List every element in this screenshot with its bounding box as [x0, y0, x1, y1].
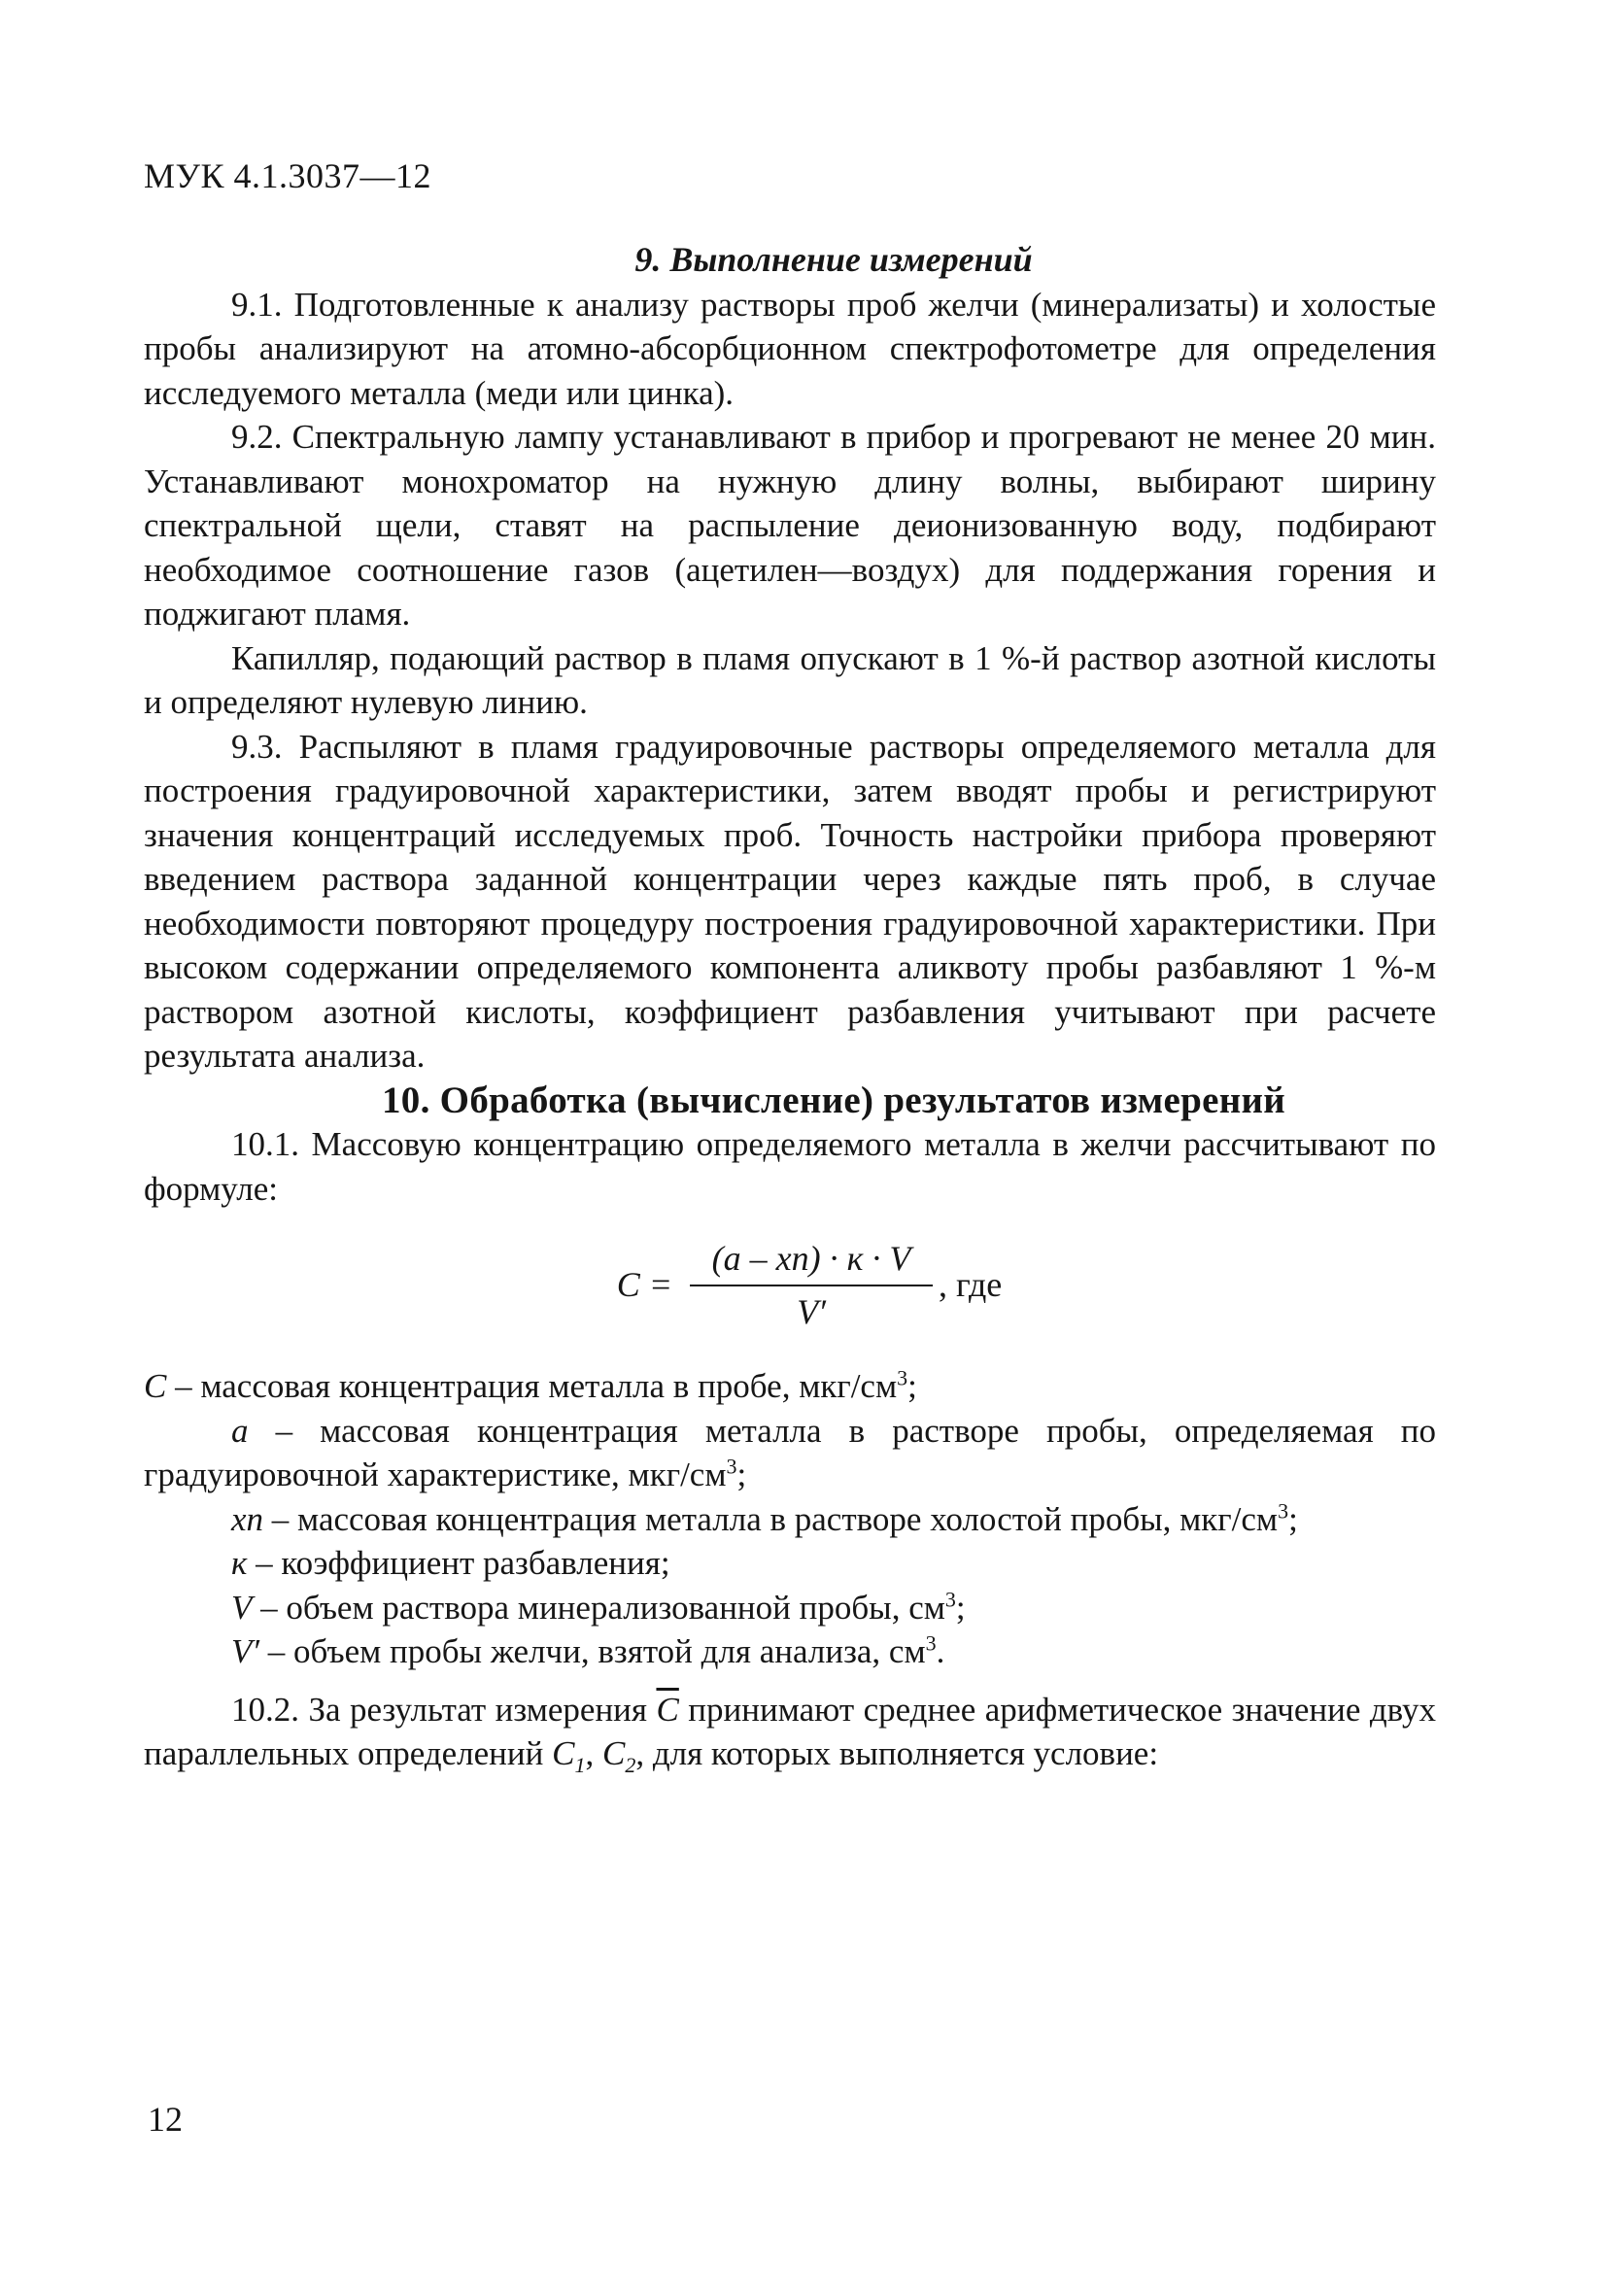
definition-item: к – коэффициент разбавления; — [231, 1544, 670, 1582]
formula-denominator: V′ — [797, 1292, 826, 1331]
definition-item: C – массовая концентрация металла в пробе, мкг/$см^3$; — [144, 1365, 917, 1405]
mean-result-symbol: $\overline{C}$ — [656, 1690, 679, 1729]
paragraph-9-2: 9.2. Спектральную лампу устанавливают в прибор и прогревают не менее 20 мин. Устанавливают монохроматор на нужную длину волны, выбирают ширину спектральной щели, ставят на распыление деионизованную воду, подбирают необходимое соотношение газов (ацетилен—воздух) для поддержания горения и поджигают пламя. — [144, 418, 1436, 633]
definition-item: a – массовая концентрация металла в растворе пробы, определяемая по градуировочной характеристике, мкг/$см^3$; — [144, 1411, 1436, 1493]
page-content — [144, 238, 1436, 1776]
definition-item: V – объем раствора минерализованной пробы, $см^3$; — [231, 1586, 966, 1627]
definitions-list — [144, 1364, 1436, 1674]
formula-suffix: , где — [939, 1265, 1003, 1305]
definition-item: xn – массовая концентрация металла в растворе холостой пробы, мкг/$см^3$; — [231, 1497, 1298, 1538]
concentration-formula — [144, 1232, 1436, 1339]
definition-item: V′ – объем пробы желчи, взятой для анализа, $см^3$. — [231, 1630, 945, 1670]
paragraph-9-3: 9.3. Распыляют в пламя градуировочные растворы определяемого металла для построения градуировочной характеристики, затем вводят пробы и регистрируют значения концентраций исследуемых проб. Точность настройки прибора проверяют введением раствора заданной концентрации через каждые пять проб, в случае необходимости повторяют процедуру построения градуировочной характеристики. При высоком содержании определяемого компонента аликвоту пробы разбавляют 1 %-м раствором азотной кислоты, коэффициент разбавления учитывают при расчете результата анализа. — [144, 727, 1436, 1075]
formula-lhs: C = — [616, 1265, 673, 1305]
paragraph-9-1: 9.1. Подготовленные к анализу растворы проб желчи (минерализаты) и холостые пробы анализируют на атомно-абсорбционном спектрофотометре для определения исследуемого металла (меди или цинка). — [144, 285, 1436, 412]
formula-fraction — [690, 1237, 933, 1335]
document-code-header: МУК 4.1.3037—12 — [144, 156, 432, 195]
formula-numerator: (a – xn) · к · V — [711, 1238, 911, 1278]
paragraph-10-2: 10.2. За результат измерения $\overline{C}$ принимают среднее арифметическое значение двух параллельных определений $C_1$, $C_2$, для которых выполняется условие: — [144, 1690, 1436, 1777]
page-number: 12 — [148, 2100, 183, 2139]
section-10-title: 10. Обработка (вычисление) результатов измерений — [381, 1079, 1286, 1121]
paragraph-capillary: Капилляр, подающий раствор в пламя опускают в 1 %-й раствор азотной кислоты и определяют нулевую линию. — [144, 638, 1436, 721]
section-9-title: 9. Выполнение измерений — [634, 240, 1033, 279]
spacer — [144, 1674, 1436, 1688]
paragraph-10-1: 10.1. Массовую концентрацию определяемого металла в желчи рассчитывают по формуле: — [144, 1125, 1436, 1208]
